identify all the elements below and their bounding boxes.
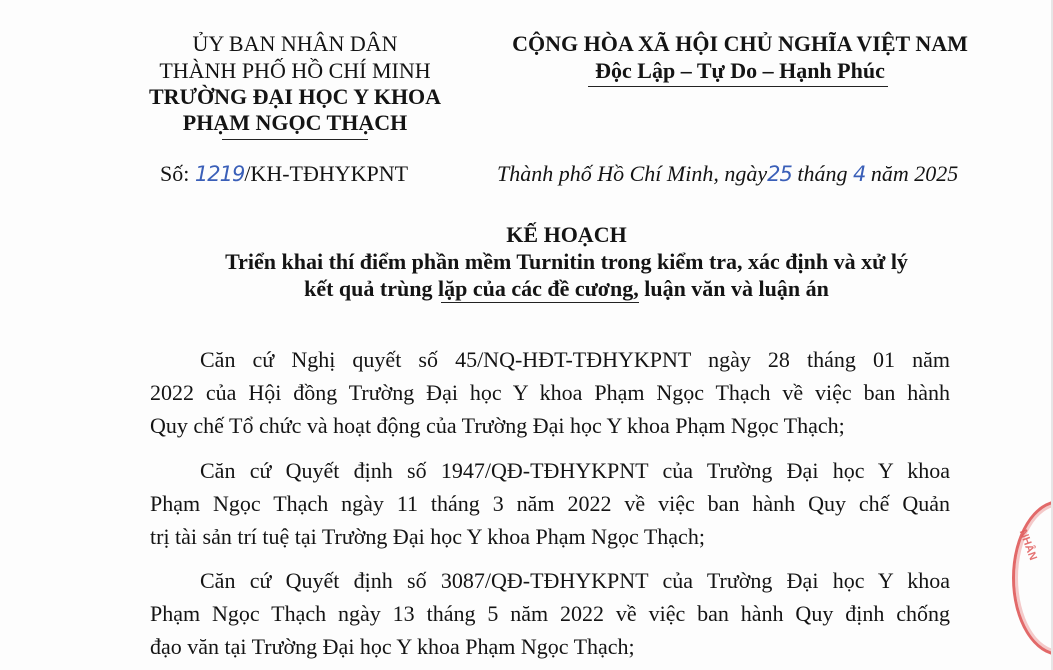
paragraph-line: Căn cứ Quyết định số 1947/QĐ-TĐHYKPNT của Trường Đại học Y khoa (200, 458, 950, 483)
paragraph-line: trị tài sản trí tuệ tại Trường Đại học Y khoa Phạm Ngọc Thạch; (150, 524, 705, 549)
document-subtitle-line1: Triển khai thí điểm phần mềm Turnitin trong kiểm tra, xác định và xử lý (225, 249, 908, 274)
document-date (497, 161, 958, 187)
paragraph-line: Phạm Ngọc Thạch ngày 11 tháng 3 năm 2022 về việc ban hành Quy chế Quản (150, 491, 950, 516)
date-place: Thành phố Hồ Chí Minh, ngày (497, 161, 768, 186)
paragraph-line: Căn cứ Nghị quyết số 45/NQ-HĐT-TĐHYKPNT ngày 28 tháng 01 năm (200, 347, 950, 372)
seal-text: NHÂN (1016, 528, 1039, 562)
legal-basis-paragraph (150, 343, 950, 442)
handwritten-month: 4 (852, 162, 866, 186)
national-title: CỘNG HÒA XÃ HỘI CHỦ NGHĨA VIỆT NAM (512, 31, 968, 56)
number-suffix: /KH-TĐHYKPNT (244, 161, 409, 186)
document-subtitle-line2: kết quả trùng lặp của các đề cương, luận văn và luận án (304, 276, 829, 301)
agency-name-line2: PHẠM NGỌC THẠCH (182, 110, 408, 135)
handwritten-day: 25 (767, 162, 792, 186)
paragraph-line: 2022 của Hội đồng Trường Đại học Y khoa Phạm Ngọc Thạch về việc ban hành (150, 380, 950, 405)
document-title: KẾ HOẠCH (506, 222, 627, 247)
number-prefix: Số: (160, 161, 190, 186)
subtitle-pen-mark (441, 302, 639, 303)
agency-underline (222, 139, 368, 140)
paragraph-line: Căn cứ Quyết định số 3087/QĐ-TĐHYKPNT của Trường Đại học Y khoa (200, 568, 950, 593)
date-year: năm 2025 (870, 161, 959, 186)
document-number (160, 161, 408, 187)
paragraph-line: Quy chế Tổ chức và hoạt động của Trường Đại học Y khoa Phạm Ngọc Thạch; (150, 413, 845, 438)
paragraph-line: đạo văn tại Trường Đại học Y khoa Phạm Ngọc Thạch; (150, 634, 635, 659)
official-seal (1012, 500, 1053, 656)
agency-name-line1: TRƯỜNG ĐẠI HỌC Y KHOA (148, 84, 442, 109)
national-motto: Độc Lập – Tự Do – Hạnh Phúc (595, 58, 885, 83)
handwritten-number: 1219 (194, 162, 245, 186)
date-month-label: tháng (797, 161, 848, 186)
legal-basis-paragraph (150, 564, 950, 663)
paragraph-line: Phạm Ngọc Thạch ngày 13 tháng 5 năm 2022 về việc ban hành Quy định chống (150, 601, 950, 626)
motto-underline (588, 86, 888, 87)
agency-city: THÀNH PHỐ HỒ CHÍ MINH (159, 58, 431, 83)
legal-basis-paragraph (150, 454, 950, 553)
agency-parent: ỦY BAN NHÂN DÂN (192, 31, 398, 56)
